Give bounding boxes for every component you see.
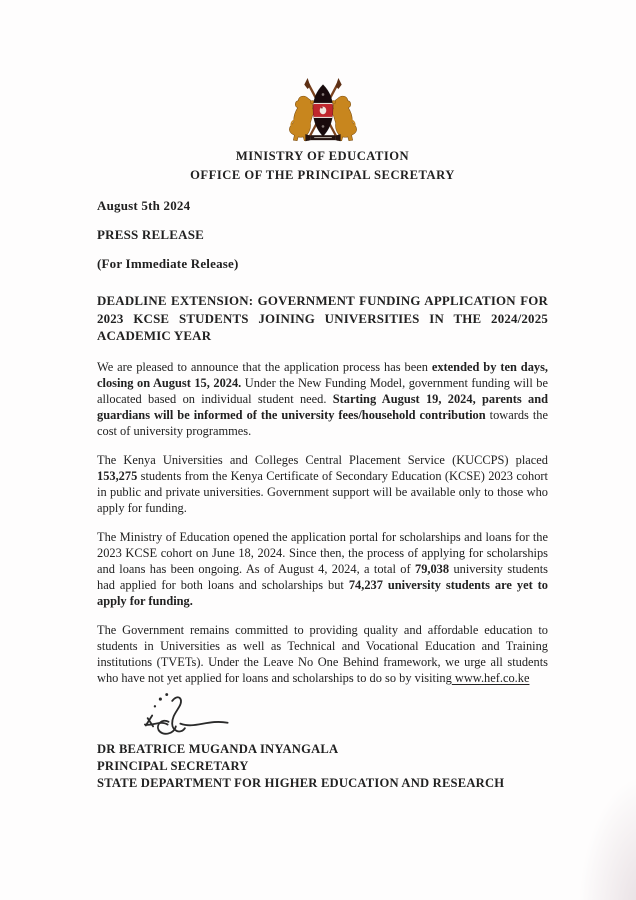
text-segment: 79,038 [415, 561, 450, 576]
immediate-release-note: (For Immediate Release) [97, 256, 239, 271]
text-segment: We are pleased to announce that the application process has been [97, 359, 432, 374]
paragraph-application-portal [97, 529, 548, 609]
shield-icon [312, 85, 334, 137]
signatory-title: PRINCIPAL SECRETARY [97, 758, 249, 773]
text-segment: 153,275 [97, 468, 138, 483]
ministry-name: MINISTRY OF EDUCATION [235, 149, 410, 163]
text-segment: towards the cost of university programmes. [97, 407, 548, 438]
text-segment: Starting August 19, 2024, parents and guardians will be informed of the university fees/household contribution [97, 391, 548, 422]
signatory-department: STATE DEPARTMENT FOR HIGHER EDUCATION AND RESEARCH [97, 775, 505, 790]
scan-corner-shadow [578, 774, 636, 900]
text-segment: students from the Kenya Certificate of Secondary Education (KCSE) 2023 cohort in public and private universities. Government support will be available only to those who apply for funding. [97, 468, 548, 515]
text-segment: The Kenya Universities and Colleges Central Placement Service (KUCCPS) placed [97, 452, 548, 467]
paragraph-kuccps-placement [97, 452, 548, 516]
text-segment: The Government remains committed to providing quality and affordable education to students in Universities as well as Technical and Vocational Education and Training institutions (TVETs). Under the Leave No One Behind framework, we urge all students who have not yet applied for loans and scholarships to do so by visiting [97, 622, 548, 685]
text-segment: extended by ten days, closing on August 15, 2024. [97, 359, 548, 390]
handwritten-signature-icon [111, 690, 237, 740]
text-segment: university students had applied for both loans and scholarships but [97, 561, 548, 592]
press-release-label: PRESS RELEASE [97, 227, 204, 242]
paragraph-government-commitment [97, 622, 548, 686]
text-segment: Under the New Funding Model, government funding will be allocated based on individual student need. [97, 375, 548, 406]
document-date: August 5th 2024 [97, 198, 191, 213]
office-name: OFFICE OF THE PRINCIPAL SECRETARY [190, 168, 455, 182]
text-segment: The Ministry of Education opened the application portal for scholarships and loans for the 2023 KCSE cohort on June 18, 2024. Since then, the process of applying for scholarships and loans has been ongoing. As of August 4, 2024, a total of [97, 529, 548, 576]
paragraph-deadline-extension [97, 359, 548, 439]
document-title: DEADLINE EXTENSION: GOVERNMENT FUNDING APPLICATION FOR 2023 KCSE STUDENTS JOINING UNIVERSITIES IN THE 2024/2025 ACADEMIC YEAR [97, 294, 548, 343]
text-segment: 74,237 university students are yet to apply for funding. [97, 577, 548, 608]
signatory-name: DR BEATRICE MUGANDA INYANGALA [97, 741, 339, 756]
hef-website-link: www.hef.co.ke [451, 670, 530, 685]
kenya-coat-of-arms-icon [284, 78, 362, 144]
